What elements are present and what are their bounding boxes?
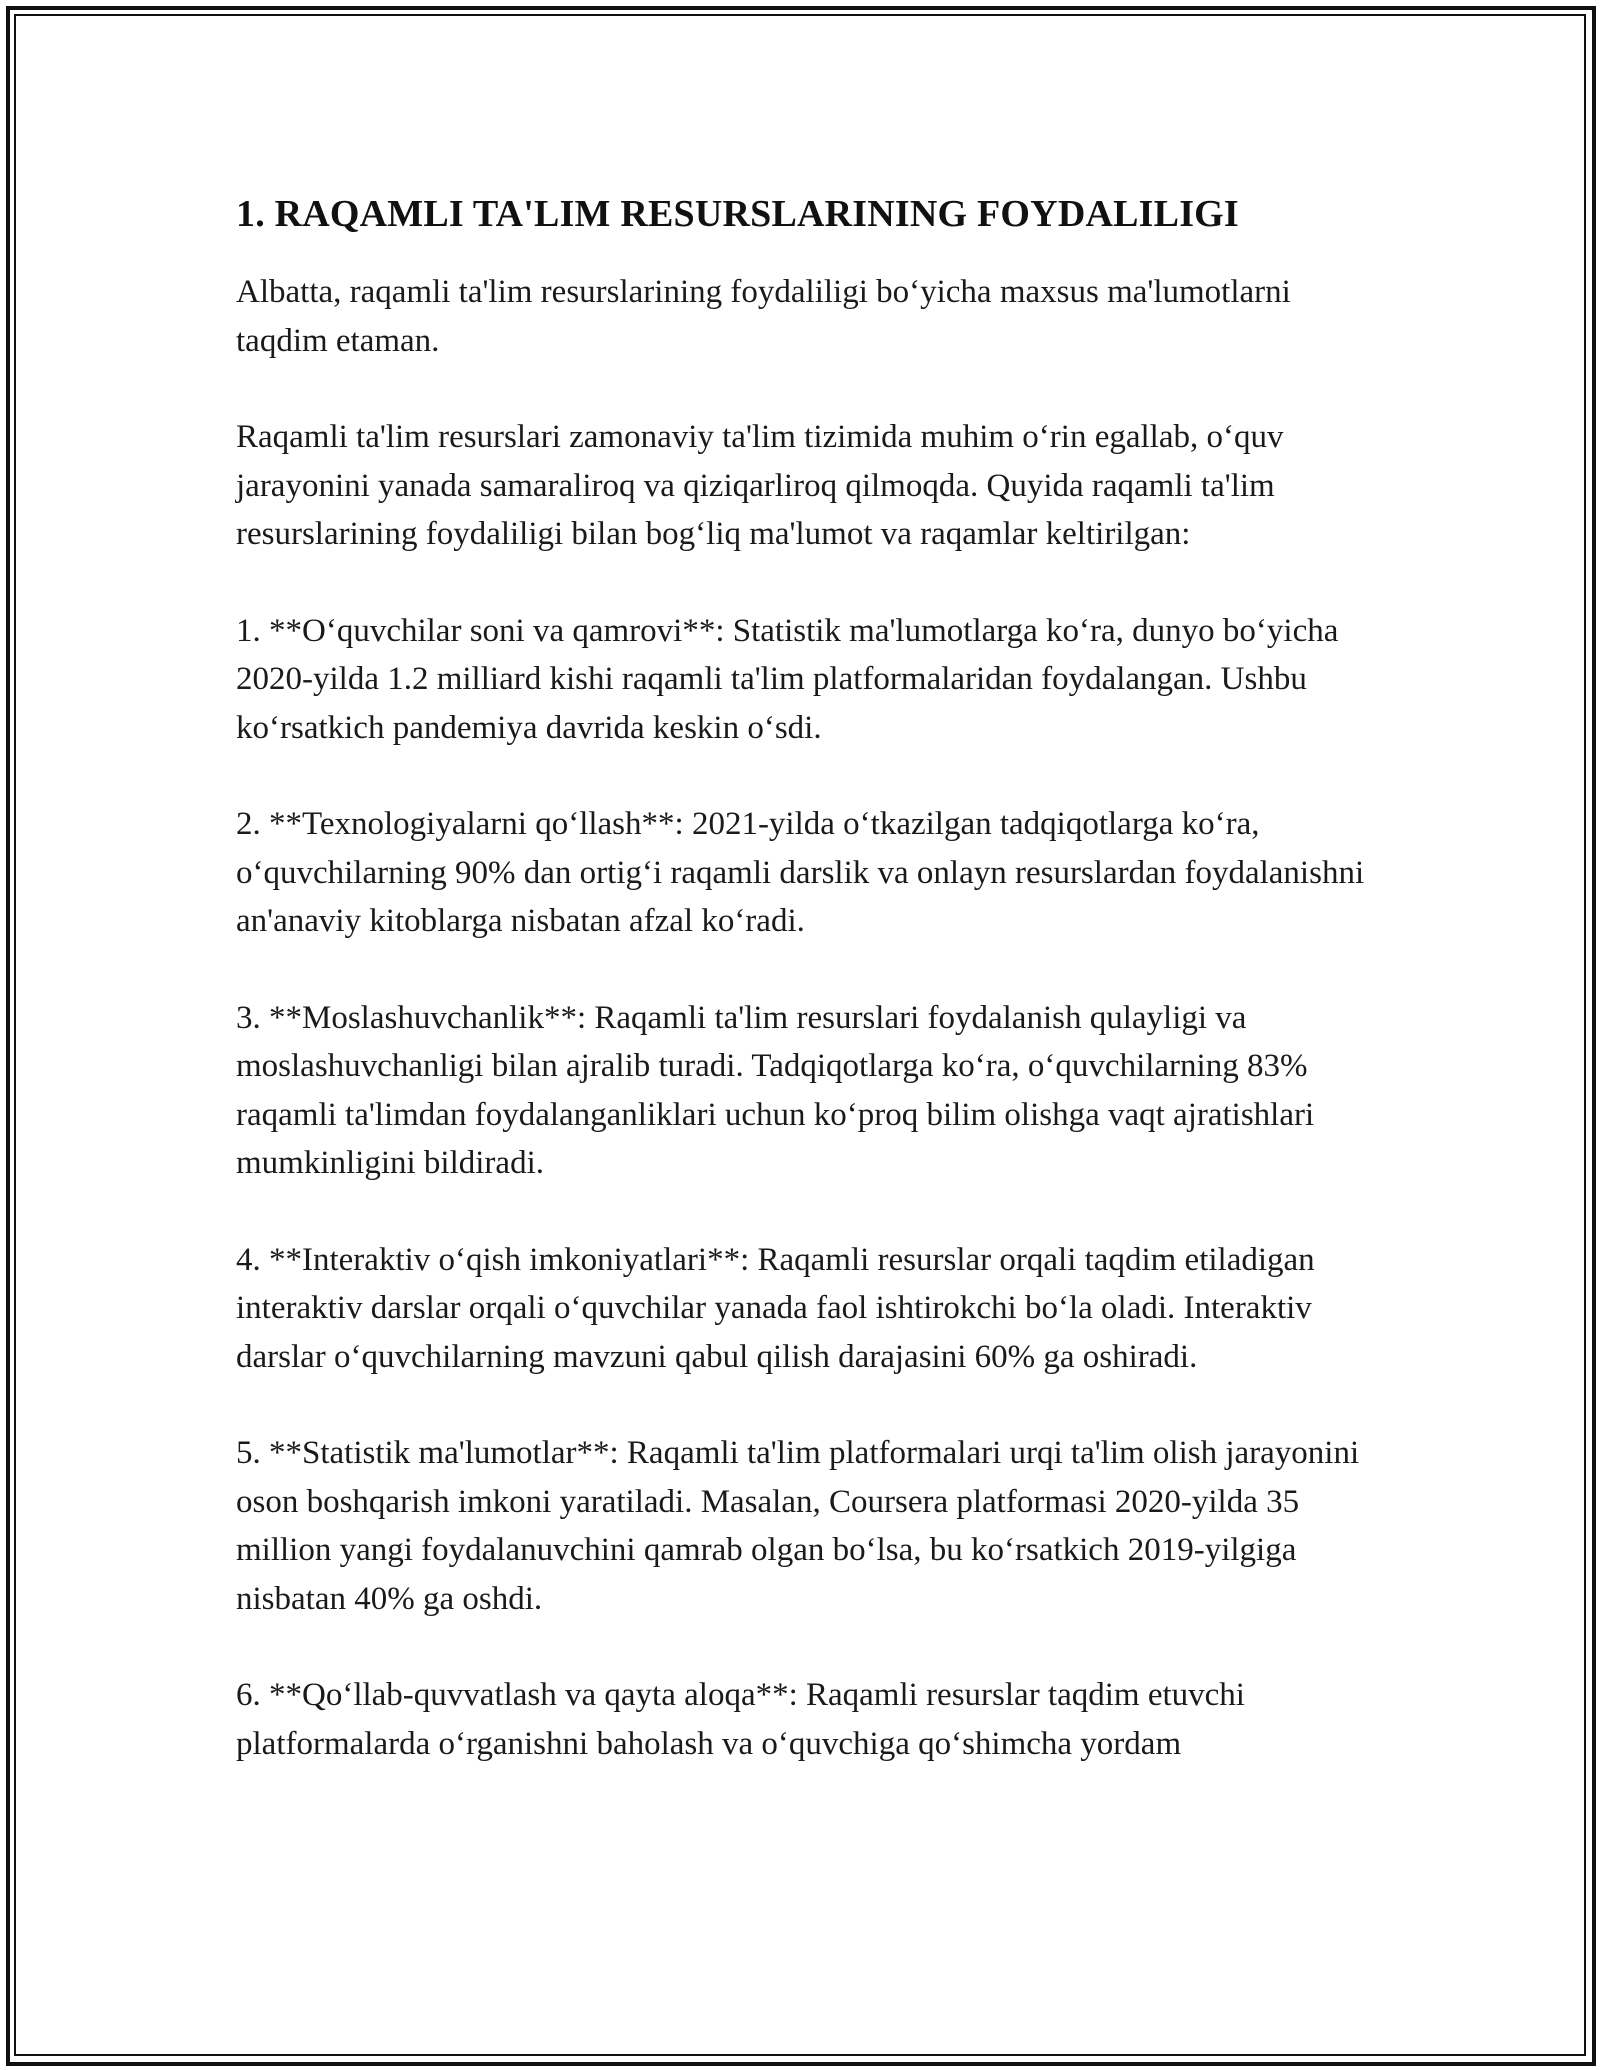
intro-paragraph: Albatta, raqamli ta'lim resurslarining foydaliligi bo‘yicha maxsus ma'lumotlarni taqdim etaman. [236,274,1291,359]
section-heading: 1. RAQAMLI TA'LIM RESURSLARINING FOYDALILIGI [236,193,1239,235]
point-3-paragraph: 3. **Moslashuvchanlik**: Raqamli ta'lim resurslari foydalanish qulayligi va moslashuvchanligi bilan ajralib turadi. Tadqiqotlarga ko‘ra, o‘quvchilarning 83% raqamli ta'limdan foydalanganliklari uchun ko‘proq bilim olishga vaqt ajratishlari mumkinligini bildiradi. [236,999,1315,1181]
point-6-paragraph: 6. **Qo‘llab-quvvatlash va qayta aloqa**: Raqamli resurslar taqdim etuvchi platformalarda o‘rganishni baholash va o‘quvchiga qo‘shimcha yordam [236,1677,1245,1762]
point-1-paragraph: 1. **O‘quvchilar soni va qamrovi**: Statistik ma'lumotlarga ko‘ra, dunyo bo‘yicha 2020-yilda 1.2 milliard kishi raqamli ta'lim platformalaridan foydalangan. Ushbu ko‘rsatkich pandemiya davrida keskin o‘sdi. [236,612,1339,746]
document-body [236,186,1376,1816]
point-5-paragraph: 5. **Statistik ma'lumotlar**: Raqamli ta'lim platformalari urqi ta'lim olish jarayonini oson boshqarish imkoni yaratiladi. Masalan, Coursera platformasi 2020-yilda 35 million yangi foydalanuvchini qamrab olgan bo‘lsa, bu ko‘rsatkich 2019-yilgiga nisbatan 40% ga oshdi. [236,1435,1360,1617]
point-2-paragraph: 2. **Texnologiyalarni qo‘llash**: 2021-yilda o‘tkazilgan tadqiqotlarga ko‘ra, o‘quvchilarning 90% dan ortig‘i raqamli darslik va onlayn resurslardan foydalanishni an'anaviy kitoblarga nisbatan afzal ko‘radi. [236,806,1365,939]
point-4-paragraph: 4. **Interaktiv o‘qish imkoniyatlari**: Raqamli resurslar orqali taqdim etiladigan interaktiv darslar orqali o‘quvchilar yanada faol ishtirokchi bo‘la oladi. Interaktiv darslar o‘quvchilarning mavzuni qabul qilish darajasini 60% ga oshiradi. [236,1241,1315,1375]
overview-paragraph: Raqamli ta'lim resurslari zamonaviy ta'lim tizimida muhim o‘rin egallab, o‘quv jarayonini yanada samaraliroq va qiziqarliroq qilmoqda. Quyida raqamli ta'lim resurslarining foydaliligi bilan bog‘liq ma'lumot va raqamlar keltirilgan: [236,419,1284,552]
